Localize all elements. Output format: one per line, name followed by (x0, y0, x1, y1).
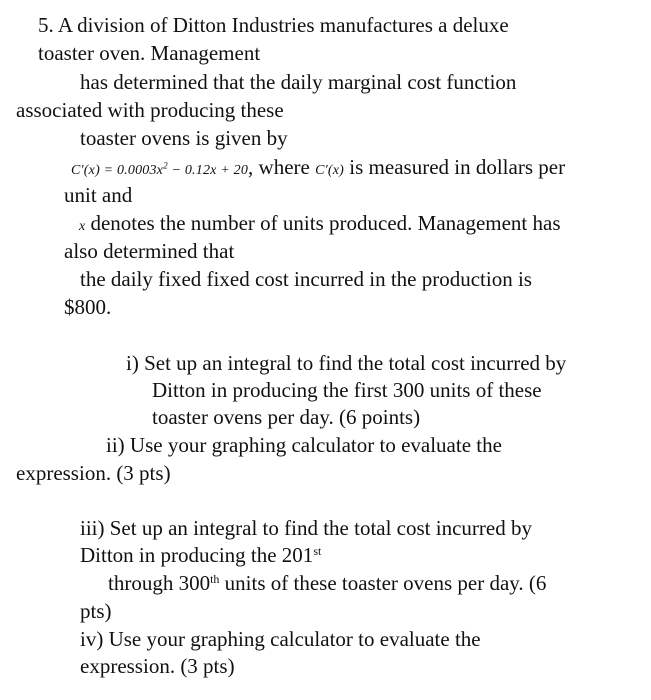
part-iv-line-2: expression. (3 pts) (80, 654, 235, 678)
problem-line-also: also determined that (64, 239, 235, 263)
part-iii-line-4: pts) (80, 599, 112, 623)
part-iii-line-1: iii) Set up an integral to find the total cost incurred by (80, 516, 532, 540)
x-definition-text: denotes the number of units produced. Management has (85, 211, 561, 235)
problem-line-3: has determined that the daily marginal cost function (80, 70, 517, 94)
measured-in-text: is measured in dollars per (344, 155, 566, 179)
problem-line-4: associated with producing these (16, 98, 284, 122)
x-symbol: x (79, 219, 86, 234)
part-i-line-1: i) Set up an integral to find the total cost incurred by (126, 351, 567, 375)
formula-where-text: , where (248, 155, 316, 179)
problem-line-2: toaster oven. Management (38, 41, 261, 65)
problem-line-unit-and: unit and (64, 183, 133, 207)
marginal-cost-formula: $C'(x) = 0.0003x^2 - 0.12x + 20$ (71, 160, 249, 178)
problem-line-fixed-cost: the daily fixed fixed cost incurred in the production is (80, 267, 532, 291)
part-i-line-2: Ditton in producing the first 300 units of these (152, 378, 542, 402)
part-iv-line-1: iv) Use your graphing calculator to evaluate the (80, 627, 481, 651)
part-iii-line-3: through 300th units of these toaster ovens per day. (6 (108, 571, 547, 595)
part-ii-line-1: ii) Use your graphing calculator to evaluate the (106, 433, 502, 457)
problem-line-5: toaster ovens is given by (80, 126, 288, 150)
part-ii-line-2: expression. (3 pts) (16, 461, 171, 485)
x-definition-line (79, 211, 561, 239)
cprime-symbol: C′(x) (315, 163, 345, 178)
part-i-line-3: toaster ovens per day. (6 points) (152, 405, 421, 429)
fixed-cost-amount: $800. (64, 295, 112, 319)
part-iii-line-2: Ditton in producing the 201st (80, 543, 322, 567)
formula-line (71, 155, 565, 183)
problem-line-1: 5. A division of Ditton Industries manufactures a deluxe (38, 13, 509, 37)
